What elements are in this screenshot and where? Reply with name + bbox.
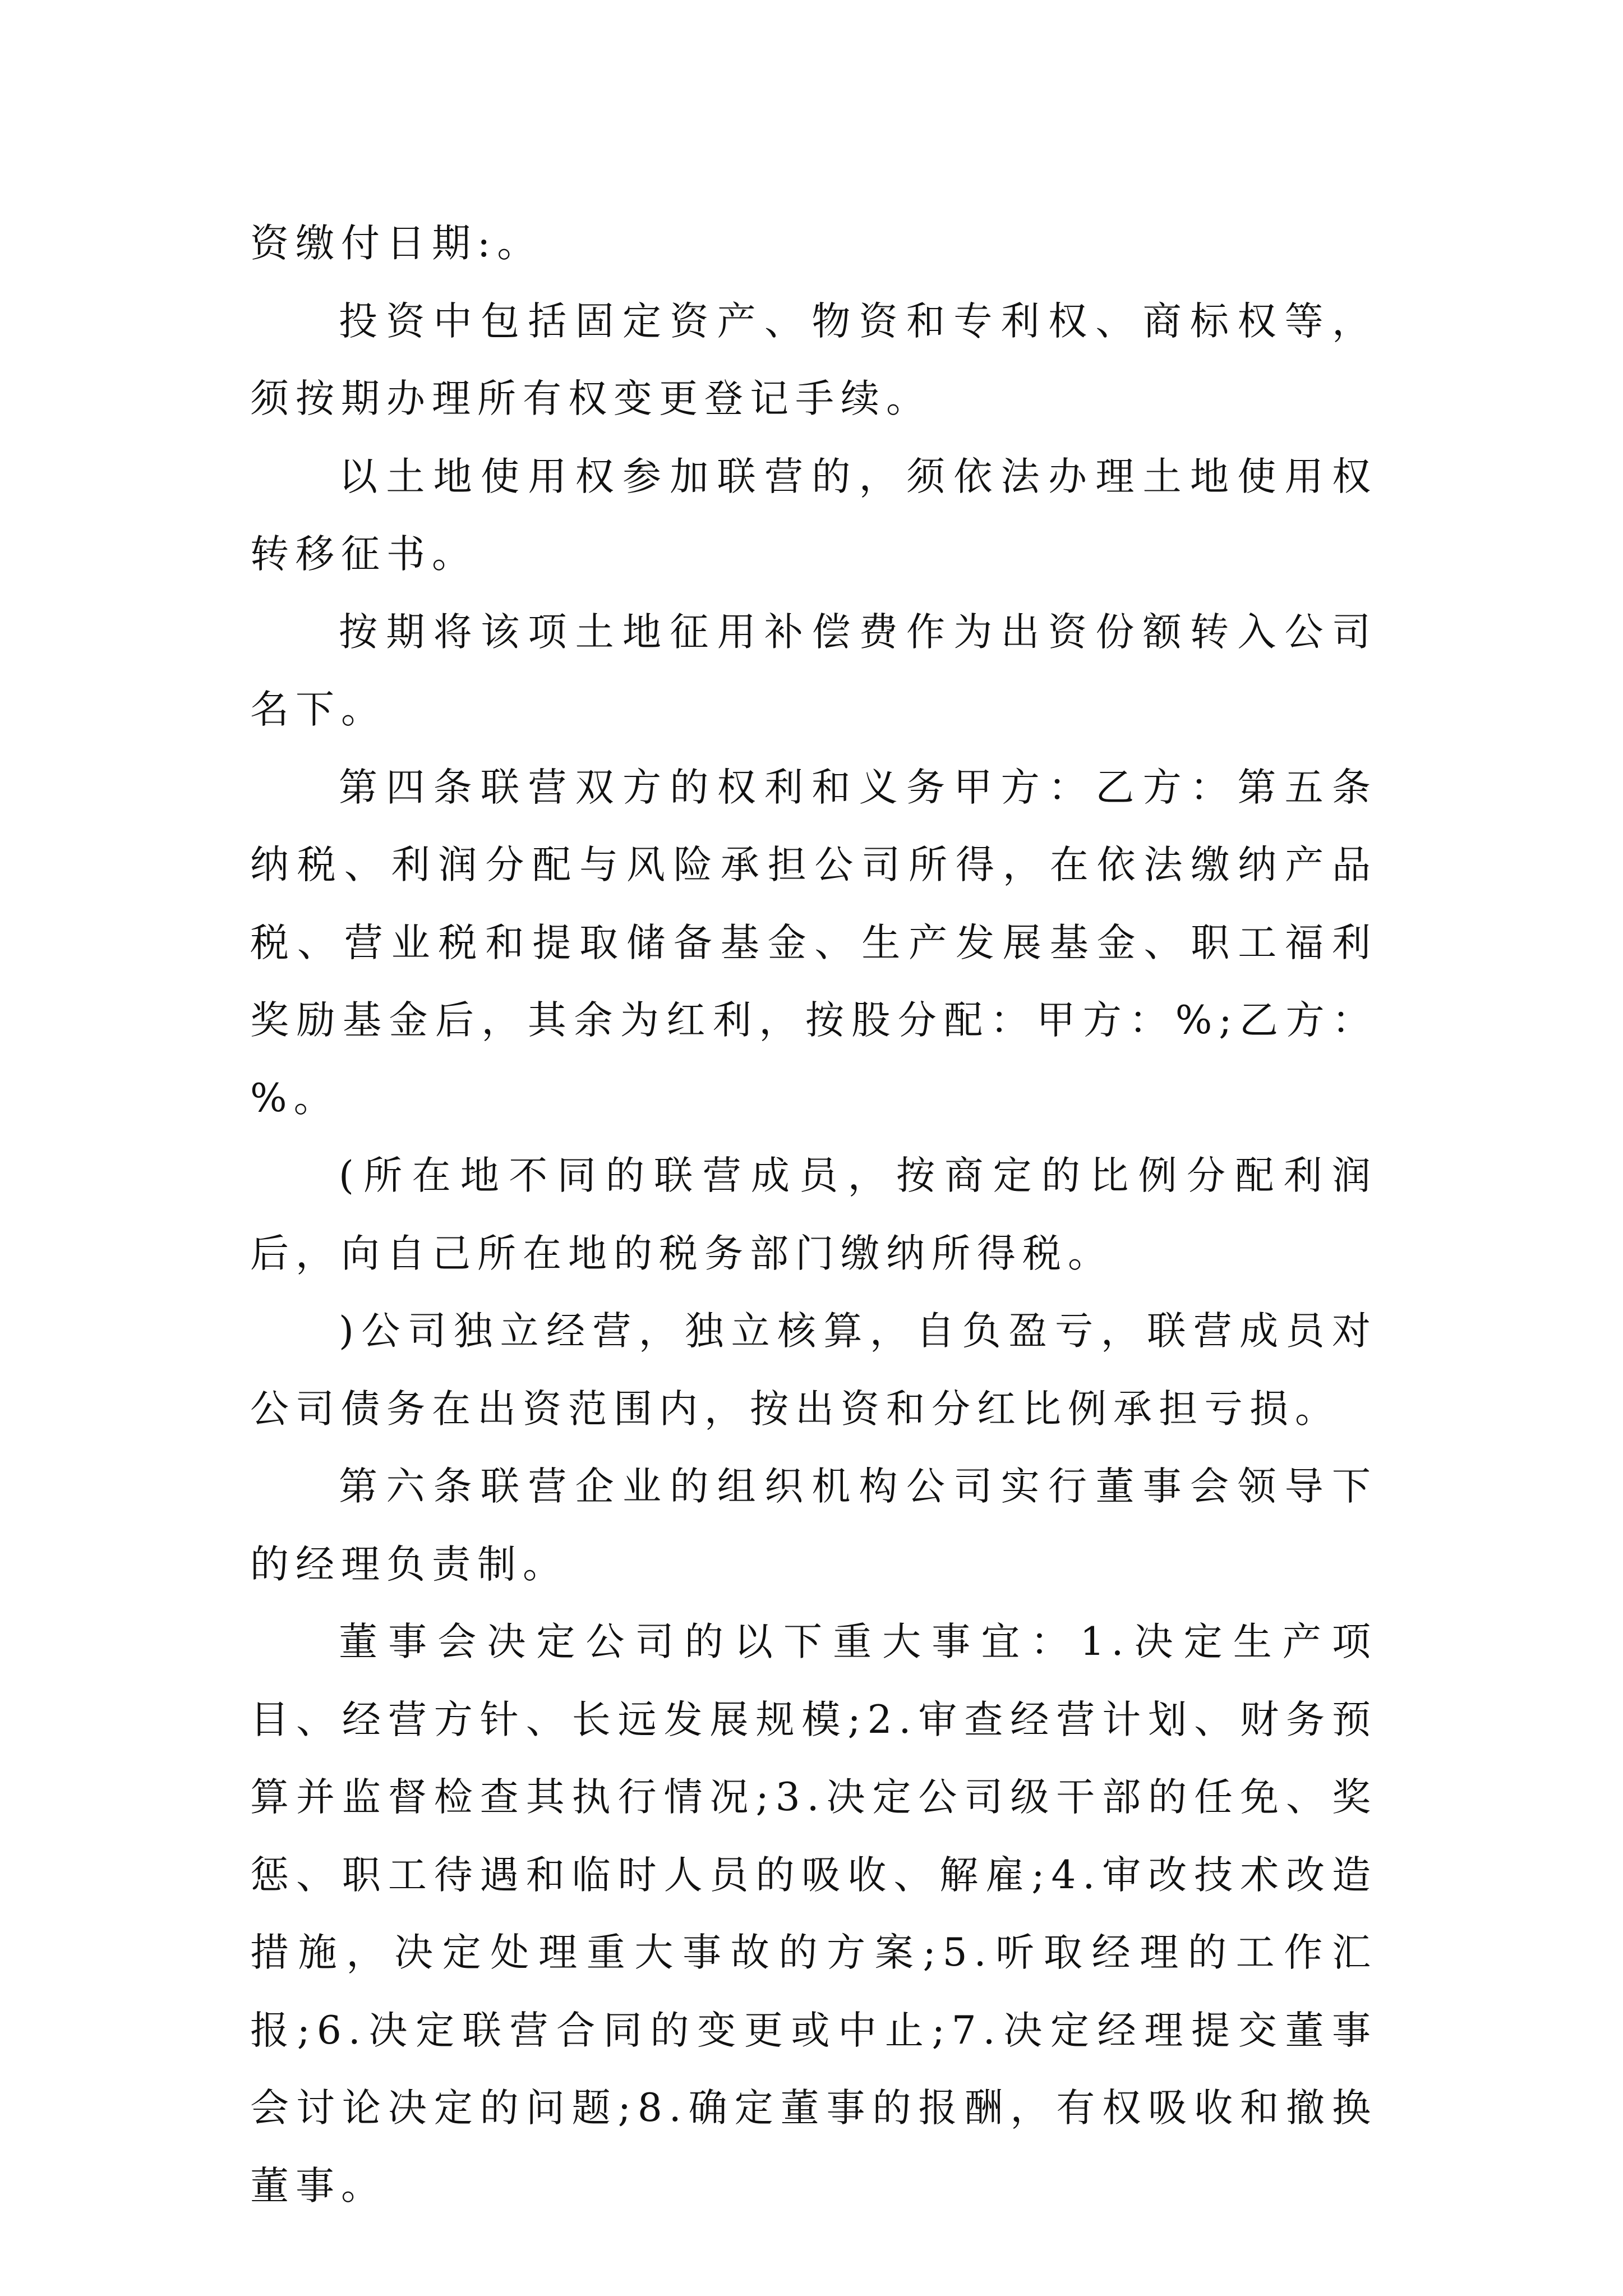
paragraph-land-use-right: 以土地使用权参加联营的，须依法办理土地使用权转移征书。 [250,454,1377,577]
paragraph-independent-operation: )公司独立经营，独立核算，自负盈亏，联营成员对公司债务在出资范围内，按出资和分红比例承担亏损。 [250,1309,1377,1432]
paragraph-income-tax: (所在地不同的联营成员，按商定的比例分配利润后，向自己所在地的税务部门缴纳所得税。 [250,1153,1377,1276]
paragraph-investment-registration: 投资中包括固定资产、物资和专利权、商标权等，须按期办理所有权变更登记手续。 [250,298,1377,421]
paragraph-board-matters: 董事会决定公司的以下重大事宜：1.决定生产项目、经营方针、长远发展规模;2.审查经营计划、财务预算并监督检查其执行情况;3.决定公司级干部的任免、奖惩、职工待遇和临时人员的吸收、解雇;4.审改技术改造措施，决定处理重大事故的方案;5.听取经理的工作汇报;6.决定联营合同的变更或中止;7.决定经理提交董事会讨论决定的问题;8.确定董事的报酬，有权吸收和撤换董事。 [250,1619,1377,2208]
document-body [250,205,1377,2225]
paragraph-article-4-5: 第四条联营双方的权利和义务甲方：乙方：第五条纳税、利润分配与风险承担公司所得，在依法缴纳产品税、营业税和提取储备基金、生产发展基金、职工福利奖励基金后，其余为红利，按股分配：甲方：%;乙方：%。 [250,765,1377,1121]
paragraph-continuation: 资缴付日期:。 [250,221,543,266]
paragraph-land-compensation: 按期将该项土地征用补偿费作为出资份额转入公司名下。 [250,609,1377,732]
paragraph-article-6: 第六条联营企业的组织机构公司实行董事会领导下的经理负责制。 [250,1464,1377,1587]
